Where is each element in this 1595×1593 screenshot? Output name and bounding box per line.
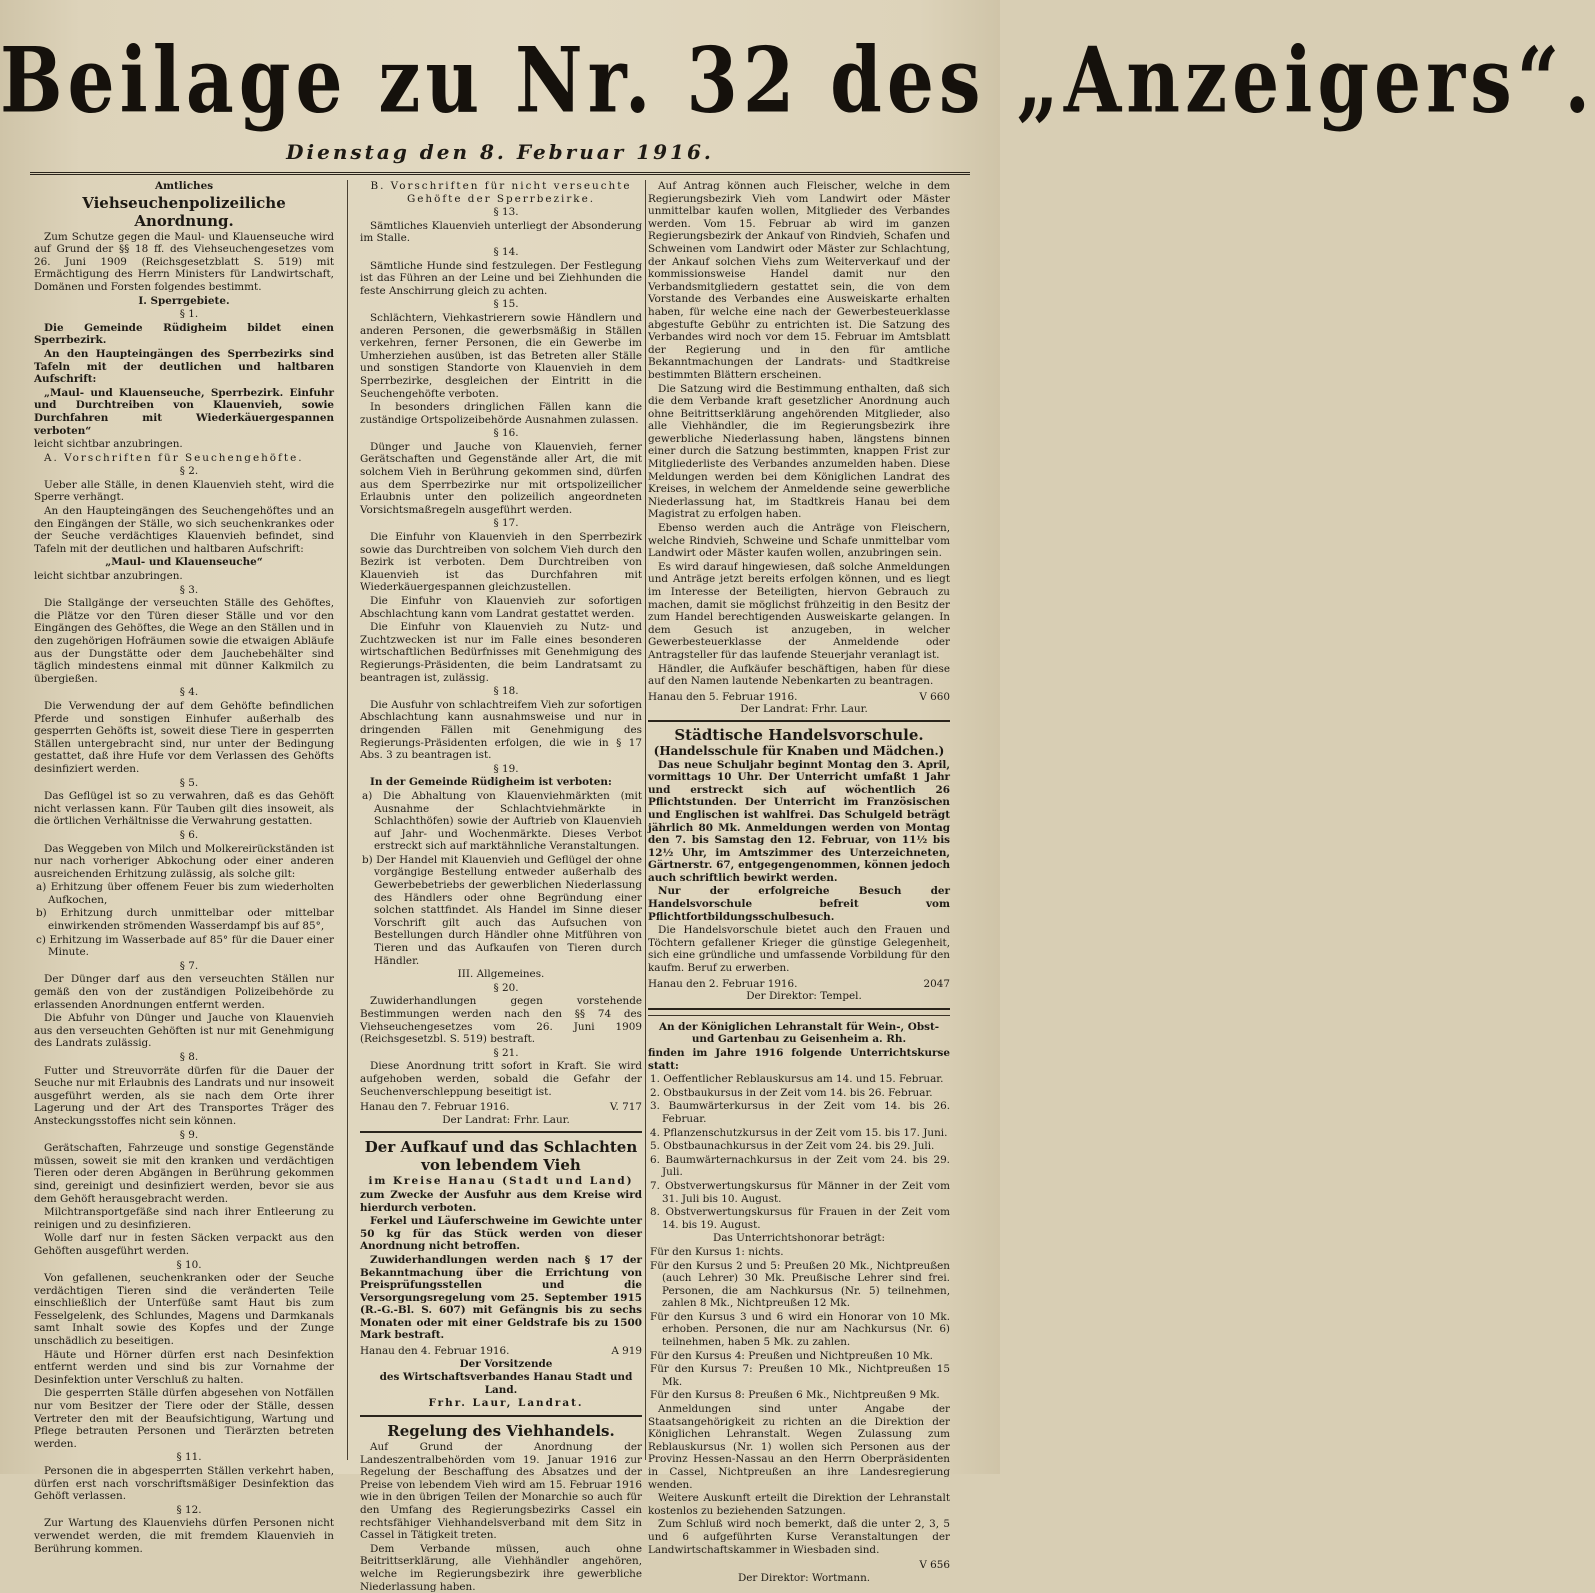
column-3: [648, 180, 950, 1584]
paragraph: Dünger und Jauche von Klauenvieh, ferner Gerätschaften und Gegenstände aller Art, die mit solchem Vieh in Berührung gekommen sind, dürfen aus dem Sperrbezirke nur mit ortspolizeilicher Erlaubnis unter den polizeilich angeordneten Vorsichtsmaßregeln ausgeführt werden.: [360, 440, 642, 516]
paragraph: Von gefallenen, seuchenkranken oder der Seuche verdächtigen Tieren sind die veränderten Teile einschließlich der Unterfüße samt Haut bis zum Fesselgelenk, des Schlundes, Magens und Darmkanals samt Inhalt sowie des Kopfes und der Zunge unschädlich zu beseitigen.: [34, 1272, 334, 1348]
paragraph: Es wird darauf hingewiesen, daß solche Anmeldungen und Anträge jetzt bereits erfolgen können, und es liegt im Interesse der Beteiligten, hiervon Gebrauch zu machen, damit sie möglichst frühzeitig in den Besitz der zum Handel berechtigenden Ausweiskarte gelangen. In dem Gesuch ist anzugeben, in welcher Gewerbesteuerklasse der Anmeldende oder Antragsteller für das laufende Steuerjahr veranlagt ist.: [648, 560, 950, 661]
dateline-row: [648, 1559, 950, 1572]
paragraph: Auf Grund der Anordnung der Landeszentralbehörden vom 19. Januar 1916 zur Regelung der Beschaffung des Absatzes und der Preise von lebendem Vieh wird am 15. Februar 1916 wie in den übrigen Teilen der Monarchie so auch für den Umfang des Regierungsbezirks Cassel ein rechtsfähiger Viehhandelsverband mit dem Sitz in Cassel in Tätigkeit treten.: [360, 1441, 642, 1542]
list-item: c) Erhitzung im Wasserbade auf 85° für die Dauer einer Minute.: [36, 933, 334, 959]
signature-line: des Wirtschaftsverbandes Hanau Stadt und Land.: [379, 1371, 633, 1396]
paragraph: leicht sichtbar anzubringen.: [34, 438, 183, 451]
paragraph-number: § 15.: [493, 298, 519, 311]
signature-line: Frhr. Laur, Landrat.: [428, 1397, 584, 1410]
paragraph: Die Gemeinde Rüdigheim bildet einen Sperrbezirk.: [34, 321, 334, 347]
paragraph: Schlächtern, Viehkastrierern sowie Händlern und anderen Personen, die gewerbsmäßig in Ställen verkehren, ferner Personen, die ein Gewerbe im Umherziehen ausüben, ist das Betreten aller Ställe und sonstigen Standorte von Klauenvieh in dem Sperrbezirke, desgleichen der Eintritt in die Seuchengehöfte verboten.: [360, 311, 642, 400]
paragraph: Das Geflügel ist so zu verwahren, daß es das Gehöft nicht verlassen kann. Für Tauben gilt dies insoweit, als die örtlichen Verhältnisse die Verwahrung gestatten.: [34, 790, 334, 828]
paragraph: Die gesperrten Ställe dürfen abgesehen von Notfällen nur vom Besitzer der Tiere oder der Ställe, dessen Vertreter den mit der Beaufsichtigung, Wartung und Pflege betrauten Personen und Tierärzten betreten werden.: [34, 1387, 334, 1450]
fee-item: Für den Kursus 2 und 5: Preußen 20 Mk., Nichtpreußen (auch Lehrer) 30 Mk. Preußische Lehrer sind frei. Personen, die am Nachkursus (Nr. 5) teilnehmen, zahlen 8 Mk., Nichtpreußen 12 Mk.: [650, 1259, 950, 1310]
article-title: Viehseuchenpolizeiliche Anordnung.: [82, 193, 286, 230]
course-item: 5. Obstbaunachkursus in der Zeit vom 24. bis 29. Juli.: [650, 1140, 935, 1153]
paragraph-number: § 5.: [179, 776, 199, 789]
paragraph: Ueber alle Ställe, in denen Klauenvieh steht, wird die Sperre verhängt.: [34, 478, 334, 504]
course-item: 3. Baumwärterkursus in der Zeit vom 14. bis 26. Februar.: [650, 1100, 950, 1125]
subsection-heading: I. Sperrgebiete.: [138, 294, 230, 307]
divider: [360, 1131, 642, 1133]
fee-item: Für den Kursus 7: Preußen 10 Mk., Nichtpreußen 15 Mk.: [650, 1363, 950, 1388]
paragraph: Die Abfuhr von Dünger und Jauche von Klauenvieh aus den verseuchten Gehöften ist nur mit Genehmigung des Landrats zulässig.: [34, 1012, 334, 1050]
paragraph-number: § 13.: [493, 206, 519, 219]
divider: [360, 1415, 642, 1417]
dateline-row: [360, 1345, 642, 1358]
paragraph: „Maul- und Klauenseuche“: [105, 556, 263, 569]
signature: Der Landrat: Frhr. Laur.: [740, 703, 868, 716]
fee-item: Für den Kursus 1: nichts.: [650, 1245, 784, 1258]
fee-heading: Das Unterrichtshonorar beträgt:: [712, 1232, 885, 1245]
paragraph: Anmeldungen sind unter Angabe der Staatsangehörigkeit zu richten an die Direktion der Königlichen Lehranstalt. Wegen Zulassung zum Reblauskursus (Nr. 1) wollen sich Personen aus der Provinz Hessen-Nassau an den Herrn Oberpräsidenten in Cassel, Nichtpreußen an ihre Landesregierung wenden.: [648, 1403, 950, 1491]
paragraph-number: § 11.: [176, 1451, 202, 1464]
fee-item: Für den Kursus 3 und 6 wird ein Honorar von 10 Mk. erhoben. Personen, die nur am Nachkursus (Nr. 6) teilnehmen, haben 5 Mk. zu zahlen.: [650, 1310, 950, 1349]
paragraph: Zuwiderhandlungen gegen vorstehende Bestimmungen werden nach den §§ 74 des Viehseuchengesetzes vom 26. Juni 1909 (Reichsgesetzbl. S. 519) bestraft.: [360, 995, 642, 1046]
signature-line: Der Vorsitzende: [459, 1357, 553, 1370]
paragraph: Die Ausfuhr von schlachtreifem Vieh zur sofortigen Abschlachtung kann ausnahmsweise und nur in dringenden Fällen mit Genehmigung des Regierungs-Präsidenten erfolgen, die wie in § 17 Abs. 3 zu beantragen ist.: [360, 698, 642, 762]
paragraph: Sämtliches Klauenvieh unterliegt der Absonderung im Stalle.: [360, 219, 642, 245]
paragraph: Die Einfuhr von Klauenvieh in den Sperrbezirk sowie das Durchtreiben von solchem Vieh durch den Bezirk ist verboten. Dem Durchtreiben von Klauenvieh ist das Durchfahren mit Wiederkäuergespannen gleichzustellen.: [360, 531, 642, 594]
list-item: a) Die Abhaltung von Klauenviehmärkten (mit Ausnahme der Schlachtviehmärkte in Schlachthöfen) sowie der Auftrieb von Klauenvieh auf Jahr- und Wochenmärkte. Dieses Verbot erstreckt sich auf marktähnliche Veranstaltungen.: [362, 789, 642, 853]
course-item: 2. Obstbaukursus in der Zeit vom 14. bis 26. Februar.: [650, 1086, 933, 1099]
course-item: 6. Baumwärternachkursus in der Zeit vom 24. bis 29. Juli.: [650, 1153, 950, 1179]
list-item: b) Der Handel mit Klauenvieh und Geflügel der ohne vorgängige Bestellung entweder außerhalb des Gewerbebetriebs der gewerblichen Niederlassung des Händlers oder ohne Begründung einer solchen stattfindet. Als Handel im Sinne dieser Vorschrift gilt auch das Aufsuchen von Bestellungen durch Händler ohne Mitführen von Tieren und das Aufkaufen von Tieren durch Händler.: [362, 853, 642, 967]
paragraph-number: § 6.: [179, 828, 199, 841]
paragraph: Häute und Hörner dürfen erst nach Desinfektion entfernt werden und sind bis zur Vornahme der Desinfektion unter Verschluß zu halten.: [34, 1348, 334, 1386]
paragraph-number: § 9.: [179, 1128, 199, 1141]
paragraph-number: § 4.: [179, 686, 199, 699]
paragraph: Weitere Auskunft erteilt die Direktion der Lehranstalt kostenlos zu beziehenden Satzungen.: [648, 1492, 950, 1517]
paragraph-number: § 20.: [493, 981, 519, 994]
dateline: Dienstag den 8. Februar 1916.: [286, 140, 714, 164]
list-item: b) Erhitzung durch unmittelbar oder mittelbar einwirkenden strömenden Wasserdampf bis auf 85°,: [36, 907, 334, 933]
paragraph: finden im Jahre 1916 folgende Unterrichtskurse statt:: [648, 1047, 950, 1072]
column-divider-1: [347, 180, 348, 1460]
course-item: 8. Obstverwertungskursus für Frauen in der Zeit vom 14. bis 19. August.: [650, 1206, 950, 1231]
dateline-row: [648, 691, 950, 704]
subsection-heading: III. Allgemeines.: [457, 968, 545, 981]
place-date: Hanau den 4. Februar 1916.: [360, 1345, 510, 1358]
paragraph: Zuwiderhandlungen werden nach § 17 der Bekanntmachung über die Errichtung von Preisprüfungsstellen und die Versorgungsregelung vom 25. September 1915 (R.-G.-Bl. S. 607) mit Gefängnis bis zu sechs Monaten oder mit einer Geldstrafe bis zu 1500 Mark bestraft.: [360, 1253, 642, 1342]
paragraph: Die Handelsvorschule bietet auch den Frauen und Töchtern gefallener Krieger die günstige Gelegenheit, sich eine gründliche und umfassende Vorbildung für den kaufm. Beruf zu erwerben.: [648, 924, 950, 975]
reference-number: V 656: [919, 1559, 950, 1572]
course-item: 1. Oeffentlicher Reblauskursus am 14. und 15. Februar.: [650, 1073, 944, 1086]
paragraph: Ferkel und Läuferschweine im Gewichte unter 50 kg für das Stück werden von dieser Anordnung nicht betroffen.: [360, 1215, 642, 1253]
paragraph: Diese Anordnung tritt sofort in Kraft. Sie wird aufgehoben werden, sobald die Gefahr der Seuchenverschleppung beseitigt ist.: [360, 1060, 642, 1098]
article-title: An der Königlichen Lehranstalt für Wein-, Obst- und Gartenbau zu Geisenheim a. Rh.: [658, 1020, 940, 1046]
signature: Der Landrat: Frhr. Laur.: [442, 1113, 570, 1126]
header-rule: [30, 172, 970, 175]
paragraph: Der Dünger darf aus den verseuchten Ställen nur gemäß den von der zuständigen Polizeibehörde zu erlassenden Anordnungen entfernt werden.: [34, 973, 334, 1011]
place-date: Hanau den 5. Februar 1916.: [648, 690, 798, 703]
divider: [648, 1015, 950, 1016]
paragraph-number: § 10.: [176, 1258, 202, 1271]
paragraph-number: § 18.: [493, 685, 519, 698]
paragraph-number: § 8.: [179, 1051, 199, 1063]
paragraph-number: § 12.: [176, 1503, 202, 1516]
dateline-row: [360, 1101, 642, 1114]
course-item: 7. Obstverwertungskursus für Männer in der Zeit vom 31. Juli bis 10. August.: [650, 1179, 950, 1205]
dateline-row: [648, 978, 950, 991]
article-title: Der Aufkauf und das Schlachten von lebendem Vieh: [364, 1138, 638, 1175]
article-title: Städtische Handelsvorschule.: [674, 725, 924, 744]
column-divider-2: [645, 180, 646, 1460]
paragraph: Zum Schutze gegen die Maul- und Klauenseuche wird auf Grund der §§ 18 ff. des Viehseuchengesetzes vom 26. Juni 1909 (Reichsgesetzblatt S. 519) mit Ermächtigung des Herrn Ministers für Landwirtschaft, Domänen und Forsten folgendes bestimmt.: [34, 230, 334, 293]
column-2: [360, 180, 642, 1593]
subsection-heading: A. Vorschriften für Seuchengehöfte.: [44, 451, 304, 464]
school-notice: [648, 720, 950, 1010]
article-subtitle: (Handelsschule für Knaben und Mädchen.): [653, 743, 945, 758]
paragraph-number: § 3.: [179, 583, 199, 596]
signature: Der Direktor: Wortmann.: [737, 1571, 871, 1584]
paragraph: Sämtliche Hunde sind festzulegen. Der Festlegung ist das Führen an der Leine und bei Ziehhunden die feste Anschirrung gleich zu achten.: [360, 259, 642, 297]
paragraph: Milchtransportgefäße sind nach ihrer Entleerung zu reinigen und zu desinfizieren.: [34, 1206, 334, 1231]
paragraph: Dem Verbande müssen, auch ohne Beitrittserklärung, alle Viehhändler angehören, welche im Regierungsbezirk ihre gewerbliche Niederlassung haben.: [360, 1542, 642, 1593]
paragraph-number: § 1.: [179, 308, 199, 321]
paragraph: Ebenso werden auch die Anträge von Fleischern, welche Rindvieh, Schweine und Schafe unmittelbar vom Landwirt oder Mäster kaufen wollen, anzubringen sein.: [648, 522, 950, 560]
paragraph: Personen die in abgesperrten Ställen verkehrt haben, dürfen erst nach vorschriftsmäßiger Desinfektion das Gehöft verlassen.: [34, 1465, 334, 1503]
paragraph: Händler, die Aufkäufer beschäftigen, haben für diese auf den Namen lautende Nebenkarten zu beantragen.: [648, 662, 950, 688]
article-title: Regelung des Viehhandels.: [387, 1422, 615, 1441]
paragraph: Wolle darf nur in festen Säcken verpackt aus den Gehöften ausgeführt werden.: [34, 1232, 334, 1257]
paragraph: leicht sichtbar anzubringen.: [34, 570, 183, 583]
place-date: Hanau den 2. Februar 1916.: [648, 977, 798, 990]
paragraph: Die Verwendung der auf dem Gehöfte befindlichen Pferde und sonstigen Einhufer außerhalb des gesperrten Gehöfts ist, soweit diese Tiere in gesperrten Ställen untergebracht sind, nur unter der Bedingung gestattet, daß ihre Hufe vor dem Verlassen des Gehöfts desinfiziert werden.: [34, 699, 334, 775]
signature: Der Direktor: Tempel.: [746, 990, 862, 1003]
reference-number: A 919: [611, 1345, 642, 1358]
paragraph: Die Einfuhr von Klauenvieh zu Nutz- und Zuchtzwecken ist nur im Falle eines besonderen wirtschaftlichen Bedürfnisses mit Genehmigung des Regierungs-Präsidenten, die beim Landratsamt zu beantragen ist, zulässig.: [360, 621, 642, 684]
place-date: Hanau den 7. Februar 1916.: [360, 1101, 510, 1114]
reference-number: V 660: [919, 690, 950, 703]
subsection-heading: B. Vorschriften für nicht verseuchte Gehöfte der Sperrbezirke.: [370, 180, 632, 205]
paragraph: In besonders dringlichen Fällen kann die zuständige Ortspolizeibehörde Ausnahmen zulassen.: [360, 401, 642, 426]
paragraph-number: § 7.: [179, 959, 199, 972]
section-heading: Amtliches: [154, 180, 214, 192]
paragraph: Zur Wartung des Klauenviehs dürfen Personen nicht verwendet werden, die mit fremdem Klauenvieh in Berührung kommen.: [34, 1517, 334, 1555]
paragraph: Zum Schluß wird noch bemerkt, daß die unter 2, 3, 5 und 6 aufgeführten Kurse Veranstaltungen der Landwirtschaftskammer in Wiesbaden sind.: [648, 1518, 950, 1556]
paragraph-number: § 16.: [493, 427, 519, 440]
list-item: a) Erhitzung über offenem Feuer bis zum wiederholten Aufkochen,: [36, 881, 334, 906]
paragraph: Die Stallgänge der verseuchten Ställe des Gehöftes, die Plätze vor den Türen dieser Ställe und vor den Eingängen des Gehöftes, die Wege an den Ställen und in den zugehörigen Hofräumen sowie die etwaigen Abläufe aus der Dungstätte oder dem Jauchebehälter sind täglich mindestens einmal mit dünner Kalkmilch zu übergießen.: [34, 597, 334, 685]
paragraph: Die Satzung wird die Bestimmung enthalten, daß sich die dem Verbande kraft gesetzlicher Anordnung auch ohne Beitrittserklärung angehörenden Mitglieder, also alle Viehhändler, die im Regierungsbezirk ihre gewerbliche Niederlassung haben, längstens binnen einer durch die Satzung bestimmten, knappen Frist zur Mitgliederliste des Verbandes anzumelden haben. Diese Meldungen werden bei dem Königlichen Landrat des Kreises, in welchem der Anmeldende seine gewerbliche Niederlassung hat, im Stadtkreis Hanau bei dem Magistrat zu erfolgen haben.: [648, 382, 950, 521]
paragraph-number: § 19.: [493, 762, 519, 775]
paragraph-number: § 17.: [493, 517, 519, 530]
paragraph: Futter und Streuvorräte dürfen für die Dauer der Seuche nur mit Erlaubnis des Landrats und nur insoweit ausgeführt werden, als sie nach dem Orte ihrer Lagerung und der Art des Transportes Träger des Ansteckungsstoffes nicht sein können.: [34, 1064, 334, 1127]
paragraph: An den Haupteingängen des Sperrbezirks sind Tafeln mit der deutlichen und haltbaren Aufschrift:: [34, 347, 334, 386]
fee-item: Für den Kursus 8: Preußen 6 Mk., Nichtpreußen 9 Mk.: [650, 1389, 940, 1402]
paragraph: „Maul- und Klauenseuche, Sperrbezirk. Einfuhr und Durchtreiben von Klauenvieh, sowie Durchfahren mit Wiederkäuergespannen verboten“: [34, 386, 334, 437]
masthead: Beilage zu Nr. 32 des „Anzeigers“.: [0, 28, 1595, 134]
paragraph: In der Gemeinde Rüdigheim ist verboten:: [370, 776, 612, 789]
course-item: 4. Pflanzenschutzkursus in der Zeit vom 15. bis 17. Juni.: [650, 1126, 948, 1139]
paragraph: Nur der erfolgreiche Besuch der Handelsvorschule befreit vom Pflichtfortbildungsschulbesuch.: [648, 885, 950, 923]
article-subtitle: im Kreise Hanau (Stadt und Land): [368, 1175, 634, 1188]
column-1: [34, 180, 334, 1555]
paragraph-number: § 21.: [493, 1046, 519, 1059]
fee-item: Für den Kursus 4: Preußen und Nichtpreußen 10 Mk.: [650, 1349, 933, 1362]
paragraph: Das Weggeben von Milch und Molkereirückständen ist nur nach vorheriger Abkochung oder einer anderen ausreichenden Erhitzung zulässig, als solche gilt:: [34, 842, 334, 880]
reference-number: V. 717: [609, 1101, 642, 1114]
paragraph: Die Einfuhr von Klauenvieh zur sofortigen Abschlachtung kann vom Landrat gestattet werden.: [360, 595, 642, 620]
paragraph-number: § 2.: [179, 465, 199, 478]
paragraph: zum Zwecke der Ausfuhr aus dem Kreise wird hierdurch verboten.: [360, 1188, 642, 1214]
paragraph-number: § 14.: [493, 245, 519, 258]
paragraph: Gerätschaften, Fahrzeuge und sonstige Gegenstände müssen, soweit sie mit den kranken und verdächtigen Tieren oder deren Abgängen in Berührung gekommen sind, gereinigt und desinfiziert werden, bevor sie aus dem Gehöft herausgebracht werden.: [34, 1142, 334, 1205]
paragraph: An den Haupteingängen des Seuchengehöftes und an den Eingängen der Ställe, wo sich seuchenkrankes oder der Seuche verdächtiges Klauenvieh befindet, sind Tafeln mit der deutlichen und haltbaren Aufschrift:: [34, 505, 334, 555]
paragraph: Das neue Schuljahr beginnt Montag den 3. April, vormittags 10 Uhr. Der Unterricht umfaßt 1 Jahr und erstreckt sich auf wöchentlich 26 Pflichtstunden. Der Unterricht im Französischen und Englischen ist wahlfrei. Das Schulgeld beträgt jährlich 80 Mk. Anmeldungen werden von Montag den 7. bis Samstag den 12. Februar, von 11½ bis 12½ Uhr, im Amtszimmer des Unterzeichneten, Gärtnerstr. 67, entgegengenommen, können jedoch auch schriftlich bewirkt werden.: [648, 758, 950, 884]
paragraph: Auf Antrag können auch Fleischer, welche in dem Regierungsbezirk Vieh vom Landwirt oder Mäster unmittelbar kaufen wollen, Mitglieder des Verbandes werden. Vom 15. Februar ab wird im ganzen Regierungsbezirk der Ankauf von Rindvieh, Schafen und Schweinen vom Landwirt oder Mäster zur Schlachtung, der Ankauf solchen Viehs zum Weiterverkauf und der kommissionsweise Handel damit nur den Verbandsmitgliedern gestattet sein, die von dem Vorstande des Verbandes eine Ausweiskarte erhalten haben, für welche eine nach der Gewerbesteuerklasse abgestufte Gebühr zu entrichten ist. Die Satzung des Verbandes wird noch vor dem 15. Februar im Amtsblatt der Regierung und in den für amtliche Bekanntmachungen der Landrats- und Stadtkreise bestimmten Blättern erscheinen.: [648, 180, 950, 381]
reference-number: 2047: [923, 977, 950, 990]
